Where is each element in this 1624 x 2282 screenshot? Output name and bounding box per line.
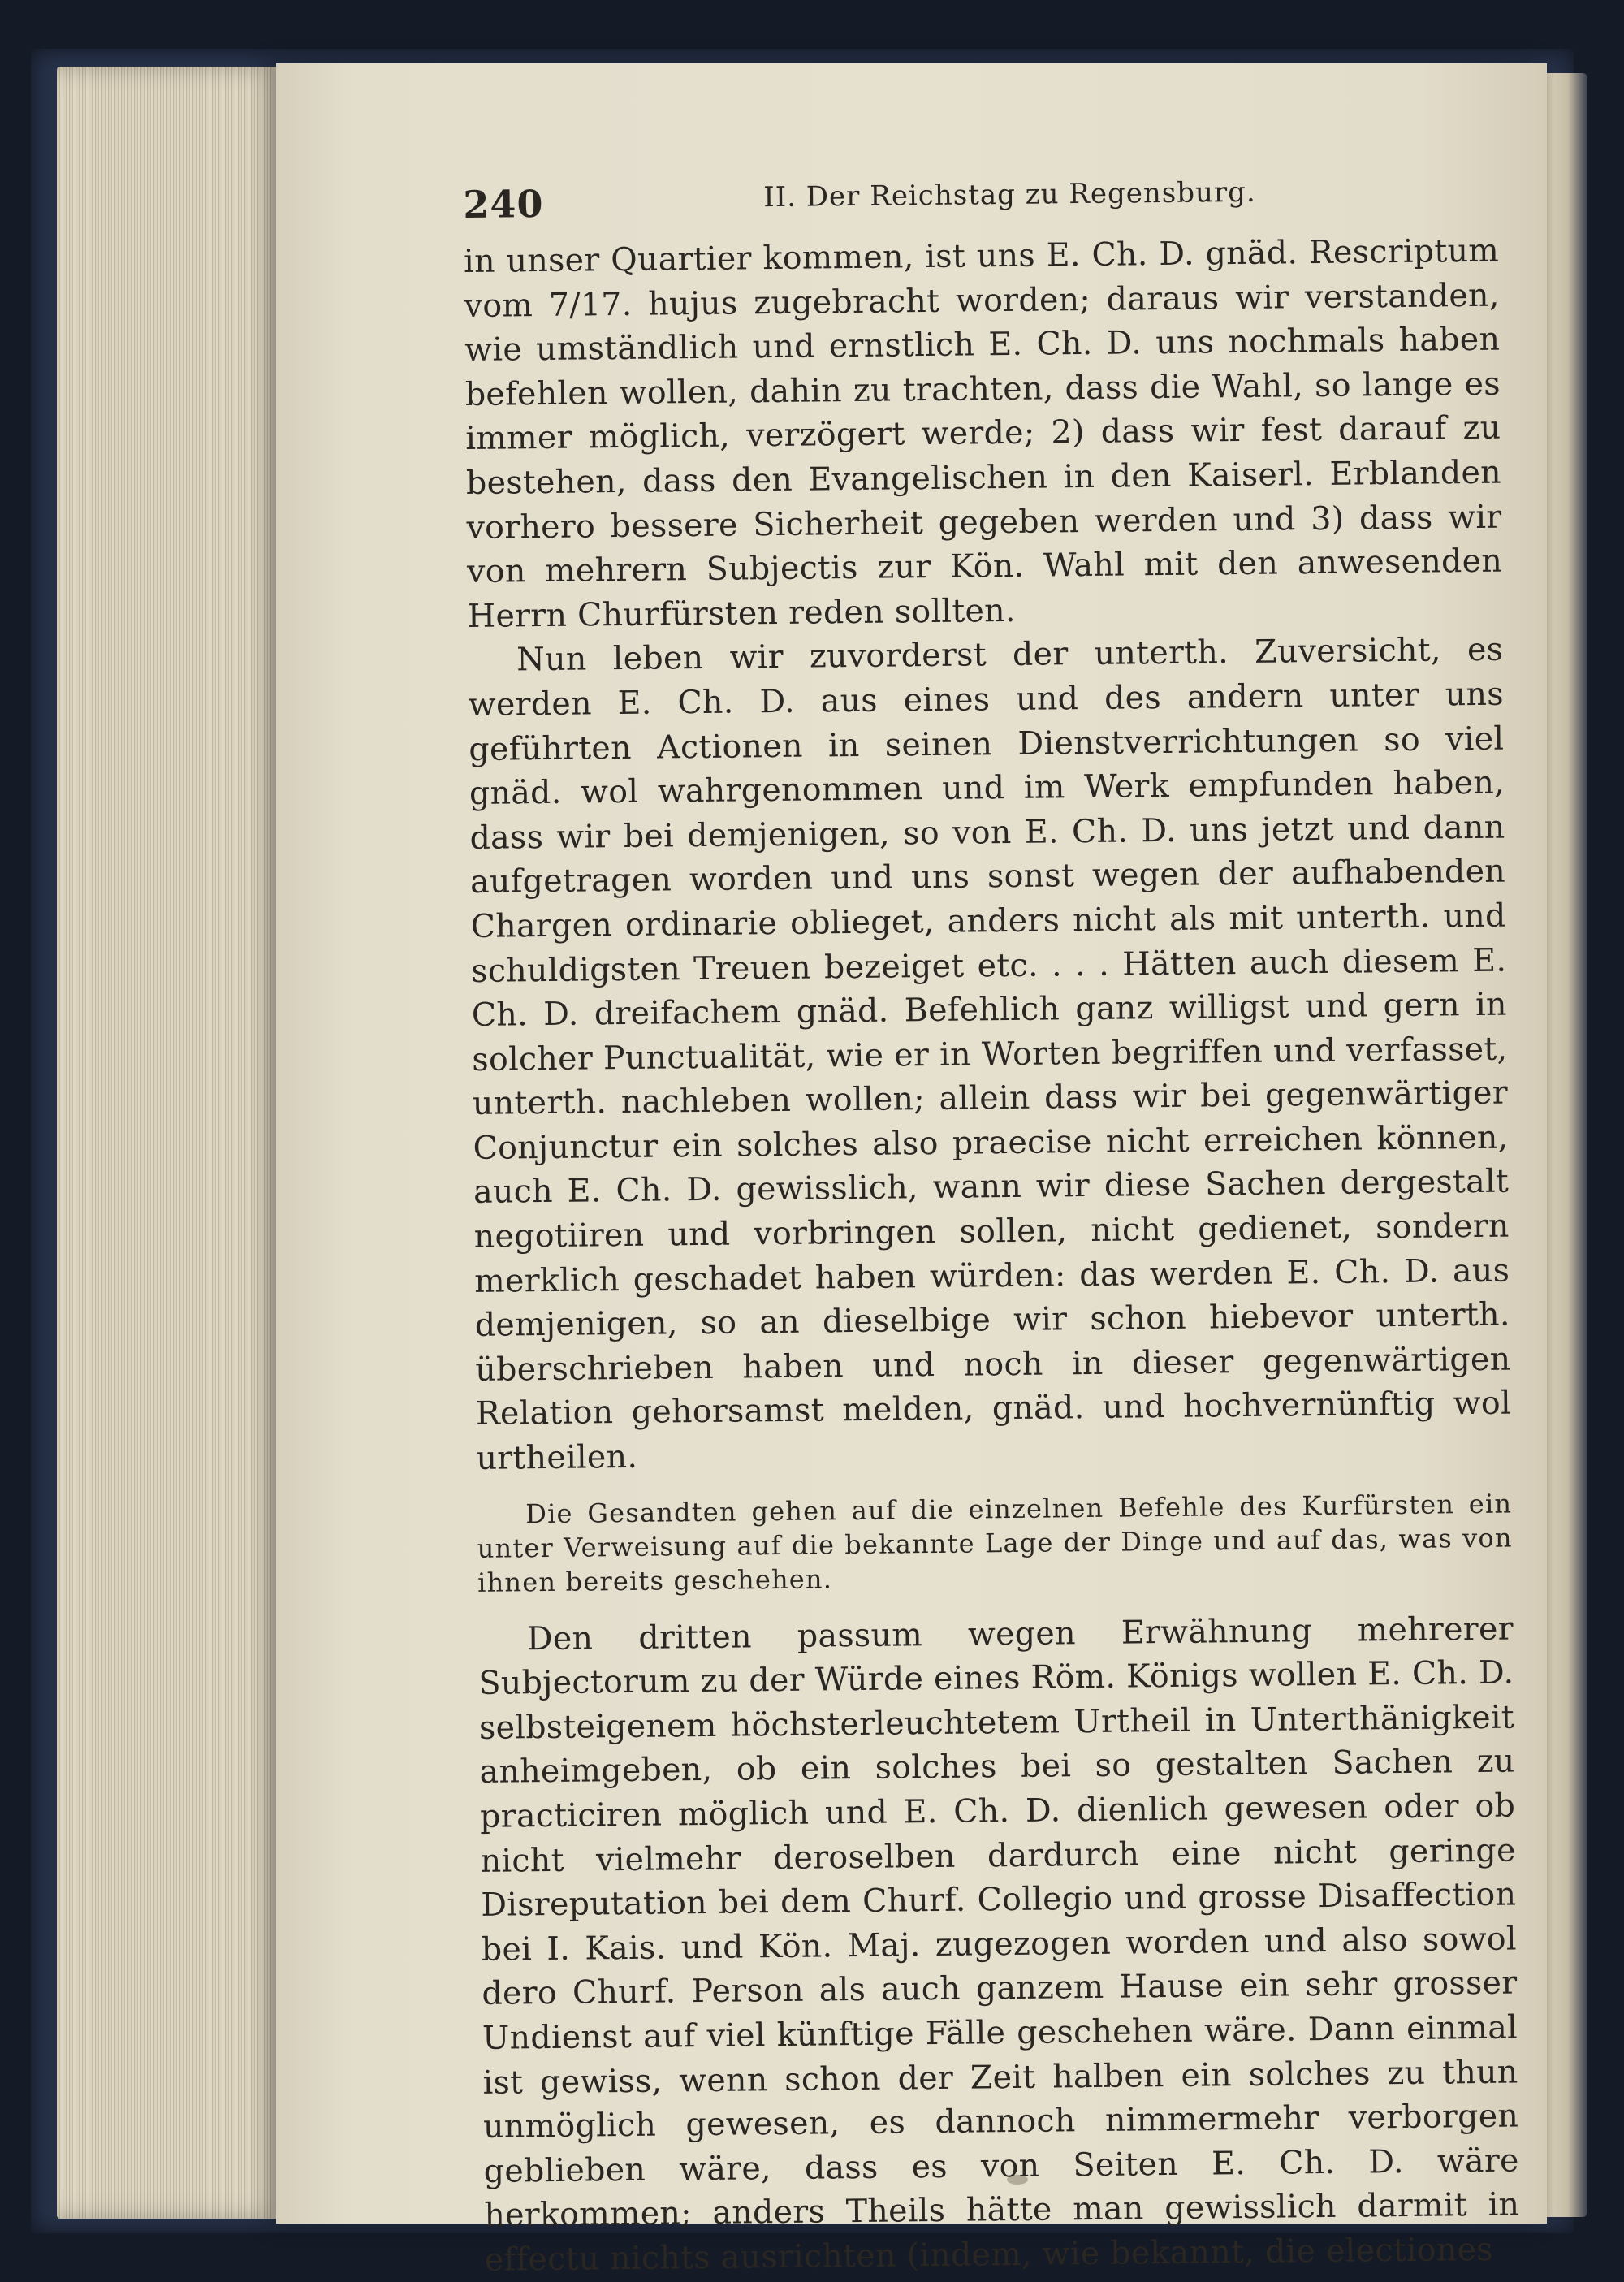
editorial-summary: Die Gesandten gehen auf die einzelnen Befehle des Kurfürsten ein unter Verweisung auf die bekannte Lage der Dinge und auf das, was von ihnen bereits geschehen.	[477, 1488, 1513, 1598]
page-text-block	[463, 164, 1520, 2282]
page-edges	[57, 67, 300, 2219]
page-number: 240	[463, 181, 544, 227]
body-paragraph-2: Nun leben wir zuvorderst der unterth. Zuversicht, es werden E. Ch. D. aus eines und des andern unter uns geführten Actionen in seinen Dienstverrichtungen so viel gnäd. wol wahrgenommen und im Werk empfunden haben, dass wir bei demjenigen, so von E. Ch. D. uns jetzt und dann aufgetragen worden und uns sonst wegen der aufhabenden Chargen ordinarie oblieget, anders nicht als mit unterth. und schuldigsten Treuen bezeiget etc. . . . Hätten auch diesem E. Ch. D. dreifachem gnäd. Befehlich ganz willigst und gern in solcher Punctualität, wie er in Worten begriffen und verfasset, unterth. nachleben wollen; allein dass wir bei gegenwärtiger Conjunctur ein solches also praecise nicht erreichen können, auch E. Ch. D. gewisslich, wann wir diese Sachen dergestalt negotiiren und vorbringen sollen, nicht gedienet, sondern merklich geschadet haben würden: das werden E. Ch. D. aus demjenigen, so an dieselbige wir schon hiebevor unterth. überschrieben haben und noch in dieser gegenwärtigen Relation gehorsamst melden, gnäd. und hochvernünftig wol urtheilen.	[468, 630, 1512, 1477]
body-paragraph-3: Den dritten passum wegen Erwähnung mehrerer Subjectorum zu der Würde eines Röm. Königs wollen E. Ch. D. selbsteigenem höchsterleuchtetem Urtheil in Unterthänigkeit anheimgeben, ob ein solches bei so gestalten Sachen zu practiciren möglich und E. Ch. D. dienlich gewesen oder ob nicht vielmehr deroselben dardurch eine nicht geringe Disreputation bei dem Churf. Collegio und grosse Disaffection bei I. Kais. und Kön. Maj. zugezogen worden und also sowol dero Churf. Person als auch ganzem Hause ein sehr grosser Undienst auf viel künftige Fälle geschehen wäre. Dann einmal ist gewiss, wenn schon der Zeit halben ein solches zu thun unmöglich gewesen, es dannoch nimmermehr verborgen geblieben wäre, dass es von Seiten E. Ch. D. wäre herkommen; anders Theils hätte man gewisslich darmit in effectu nichts ausrichten (indem, wie bekannt, die electiones	[478, 1610, 1520, 2279]
running-title: II. Der Reichstag zu Regensburg.	[763, 175, 1256, 214]
running-head	[463, 164, 1499, 240]
body-paragraph-1: in unser Quartier kommen, ist uns E. Ch. D. gnäd. Rescriptum vom 7/17. hujus zugebracht worden; daraus wir verstanden, wie umständlich und ernstlich E. Ch. D. uns nochmals haben befehlen wollen, dahin zu trachten, dass die Wahl, so lange es immer möglich, verzögert werde; 2) dass wir fest darauf zu bestehen, dass den Evangelischen in den Kaiserl. Erblanden vorhero bessere Sicherheit gegeben werden und 3) dass wir von mehrern Subjectis zur Kön. Wahl mit den anwesenden Herrn Churfürsten reden sollten.	[463, 231, 1503, 635]
